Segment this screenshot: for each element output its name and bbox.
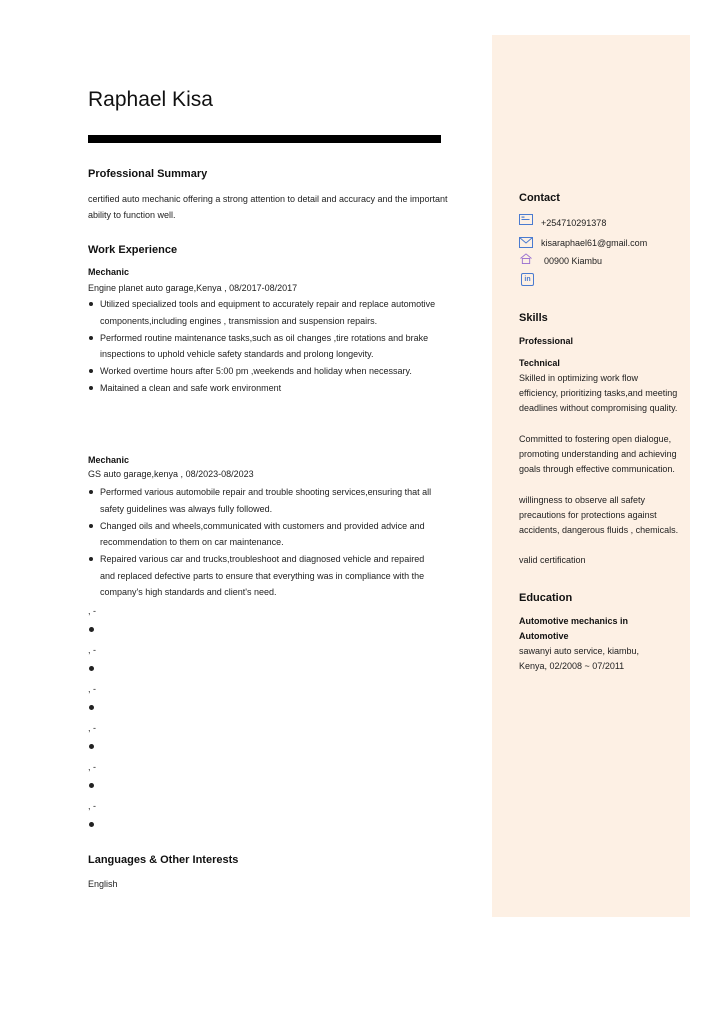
skills-technical-label: Technical — [519, 358, 560, 368]
skills-technical-text: Skilled in optimizing work flow efficiency, prioritizing tasks,and meeting deadlines without compromising quality. — [519, 373, 678, 414]
skills-heading: Skills — [519, 312, 548, 324]
summary-text: certified auto mechanic offering a strong attention to detail and accuracy and the important ability to function well. — [88, 194, 448, 220]
languages-text: English — [88, 879, 118, 889]
skills-professional-label: Professional — [519, 336, 574, 346]
contact-address: 00900 Kiambu — [544, 256, 603, 266]
contact-phone: +254710291378 — [541, 218, 607, 228]
empty-entry-bullet — [89, 744, 94, 749]
job-title: Mechanic — [88, 455, 130, 465]
skills-text: willingness to observe all safety precautions for protections against accidents, dangerous fluids , chemicals. — [519, 495, 679, 536]
education-heading: Education — [519, 592, 573, 604]
education-degree: Automotive mechanics in Automotive — [519, 616, 629, 641]
job-meta: Engine planet auto garage,Kenya , 08/2017-08/2017 — [88, 283, 298, 293]
list-item: Performed various automobile repair and trouble shooting services,ensuring that all safety guidelines was always fully followed. — [88, 484, 440, 517]
email-icon — [519, 237, 533, 248]
contact-email: kisaraphael61@gmail.com — [541, 238, 648, 248]
empty-entry-bullet — [89, 822, 94, 827]
job-title: Mechanic — [88, 267, 130, 277]
empty-entry-bullet — [89, 705, 94, 710]
empty-entry-bullet — [89, 627, 94, 632]
work-heading: Work Experience — [88, 244, 178, 256]
job-bullets — [88, 296, 440, 397]
job-meta: GS auto garage,kenya , 08/2023-08/2023 — [88, 469, 254, 479]
candidate-name: Raphael Kisa — [88, 88, 213, 111]
skills-text: valid certification — [519, 555, 586, 565]
list-item: Worked overtime hours after 5:00 pm ,weekends and holiday when necessary. — [88, 363, 440, 380]
empty-entry-bullet — [89, 666, 94, 671]
empty-entry-dash: , - — [88, 801, 96, 811]
empty-entry-bullet — [89, 783, 94, 788]
empty-entry-dash: , - — [88, 684, 96, 694]
list-item: Repaired various car and trucks,troubleshoot and diagnosed vehicle and repaired and replaced defective parts to ensure that everything was in compliance with the company's high standards and client's need. — [88, 551, 440, 601]
empty-entry-dash: , - — [88, 723, 96, 733]
list-item: Performed routine maintenance tasks,such as oil changes ,tire rotations and brake inspections to uphold vehicle safety standards and prolong longevity. — [88, 330, 440, 363]
phone-icon — [519, 214, 533, 225]
summary-heading: Professional Summary — [88, 168, 208, 180]
list-item: Maitained a clean and safe work environment — [88, 380, 440, 397]
empty-entry-dash: , - — [88, 606, 96, 616]
header-divider — [88, 135, 441, 143]
skills-text: Committed to fostering open dialogue, promoting understanding and achieving goals through effective communication. — [519, 434, 677, 475]
home-icon — [519, 253, 533, 264]
list-item: Changed oils and wheels,communicated with customers and provided advice and recommendation to them on car maintenance. — [88, 518, 440, 551]
empty-entry-dash: , - — [88, 645, 96, 655]
linkedin-icon[interactable]: in — [521, 273, 534, 286]
list-item: Utilized specialized tools and equipment to accurately repair and replace automotive components,including engines , transmission and suspension repairs. — [88, 296, 440, 329]
contact-heading: Contact — [519, 192, 560, 204]
job-bullets — [88, 484, 440, 601]
empty-entry-dash: , - — [88, 762, 96, 772]
languages-heading: Languages & Other Interests — [88, 854, 239, 866]
education-school: sawanyi auto service, kiambu, Kenya, 02/2008 ~ 07/2011 — [519, 646, 640, 672]
